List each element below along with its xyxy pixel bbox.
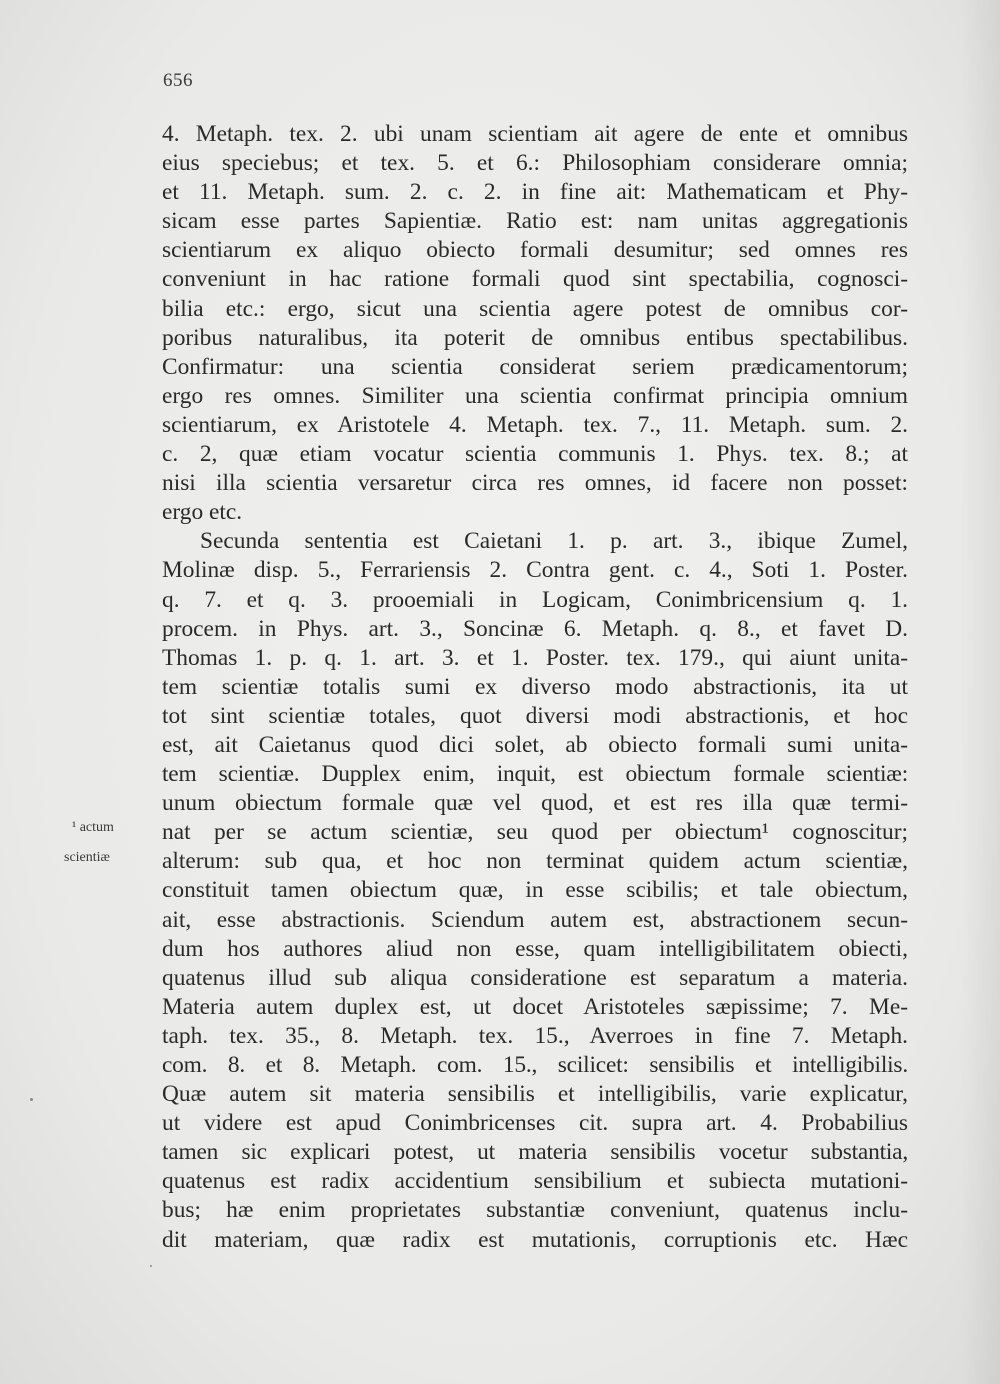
text-line: quatenus est radix accidentium sensibilium et subiecta mutationi- bbox=[162, 1168, 908, 1195]
text-line: tem scientiæ. Dupplex enim, inquit, est obiectum formale scientiæ: bbox=[162, 761, 908, 788]
text-line: conveniunt in hac ratione formali quod sint spectabilia, cognosci- bbox=[162, 266, 908, 293]
text-line: scientiarum ex aliquo obiecto formali desumitur; sed omnes res bbox=[162, 237, 908, 264]
text-line: quatenus illud sub aliqua consideratione est separatum a materia. bbox=[162, 964, 908, 991]
text-line: nisi illa scientia versaretur circa res omnes, id facere non posset: bbox=[162, 470, 908, 497]
text-line: Molinæ disp. 5., Ferrariensis 2. Contra gent. c. 4., Soti 1. Poster. bbox=[162, 557, 908, 584]
text-line: tamen sic explicari potest, ut materia sensibilis vocetur substantia, bbox=[162, 1139, 908, 1166]
text-line: 4. Metaph. tex. 2. ubi unam scientiam ait agere de ente et omnibus bbox=[162, 121, 908, 147]
text-line: c. 2, quæ etiam vocatur scientia communis 1. Phys. tex. 8.; at bbox=[162, 441, 908, 468]
text-line: tot sint scientiæ totales, quot diversi modi abstractionis, et hoc bbox=[162, 702, 908, 729]
text-line: bus; hæ enim proprietates substantiæ conveniunt, quatenus inclu- bbox=[162, 1197, 908, 1224]
text-line: nat per se actum scientiæ, seu quod per obiectum¹ cognoscitur; bbox=[162, 819, 908, 846]
text-line: ut videre est apud Conimbricenses cit. supra art. 4. Probabilius bbox=[162, 1110, 908, 1137]
text-line: com. 8. et 8. Metaph. com. 15., scilicet: sensibilis et intelligibilis. bbox=[162, 1052, 908, 1078]
text-line: bilia etc.: ergo, sicut una scientia agere potest de omnibus cor- bbox=[162, 295, 908, 322]
text-line: ergo res omnes. Similiter una scientia confirmat principia omnium bbox=[162, 382, 908, 409]
text-line: eius speciebus; et tex. 5. et 6.: Philosophiam considerare omnia; bbox=[162, 150, 908, 177]
text-line: Thomas 1. p. q. 1. art. 3. et 1. Poster. tex. 179., qui aiunt unita- bbox=[162, 644, 908, 671]
text-line: alterum: sub qua, et hoc non terminat quidem actum scientiæ, bbox=[162, 848, 908, 875]
paper-speck bbox=[30, 1098, 33, 1101]
body-text bbox=[162, 120, 908, 1255]
page-number: 656 bbox=[163, 70, 193, 91]
paper-speck bbox=[150, 1265, 152, 1267]
text-line: q. 7. et q. 3. prooemiali in Logicam, Conimbricensium q. 1. bbox=[162, 586, 908, 613]
text-line: taph. tex. 35., 8. Metaph. tex. 15., Averroes in fine 7. Metaph. bbox=[162, 1022, 908, 1049]
text-line: ergo etc. bbox=[162, 499, 243, 526]
spine-shadow bbox=[960, 0, 1000, 1384]
text-line: procem. in Phys. art. 3., Soncinæ 6. Metaph. q. 8., et favet D. bbox=[162, 615, 908, 642]
text-line: scientiarum, ex Aristotele 4. Metaph. tex. 7., 11. Metaph. sum. 2. bbox=[162, 411, 908, 438]
text-line: Confirmatur: una scientia considerat seriem prædicamentorum; bbox=[162, 353, 908, 380]
text-line: dit materiam, quæ radix est mutationis, corruptionis etc. Hæc bbox=[162, 1226, 908, 1253]
text-line: Quæ autem sit materia sensibilis et intelligibilis, varie explicatur, bbox=[162, 1081, 908, 1108]
margin-note-scientiae: scientiæ bbox=[64, 850, 110, 865]
text-line: dum hos authores aliud non esse, quam intelligibilitatem obiecti, bbox=[162, 935, 908, 962]
text-line: et 11. Metaph. sum. 2. c. 2. in fine ait: Mathematicam et Phy- bbox=[162, 179, 908, 206]
text-line: unum obiectum formale quæ vel quod, et est res illa quæ termi- bbox=[162, 790, 908, 817]
text-line: ait, esse abstractionis. Sciendum autem est, abstractionem secun- bbox=[162, 906, 908, 933]
margin-note-actum: ¹ actum bbox=[72, 820, 114, 835]
text-line: Secunda sententia est Caietani 1. p. art. 3., ibique Zumel, bbox=[200, 528, 908, 555]
text-line: poribus naturalibus, ita poterit de omnibus entibus spectabilibus. bbox=[162, 324, 908, 351]
text-line: est, ait Caietanus quod dici solet, ab obiecto formali sumi unita- bbox=[162, 731, 908, 758]
text-line: tem scientiæ totalis sumi ex diverso modo abstractionis, ita ut bbox=[162, 673, 908, 700]
text-line: sicam esse partes Sapientiæ. Ratio est: nam unitas aggregationis bbox=[162, 208, 908, 235]
text-line: constituit tamen obiectum quæ, in esse scibilis; et tale obiectum, bbox=[162, 877, 908, 904]
text-line: Materia autem duplex est, ut docet Aristoteles sæpissime; 7. Me- bbox=[162, 993, 908, 1020]
